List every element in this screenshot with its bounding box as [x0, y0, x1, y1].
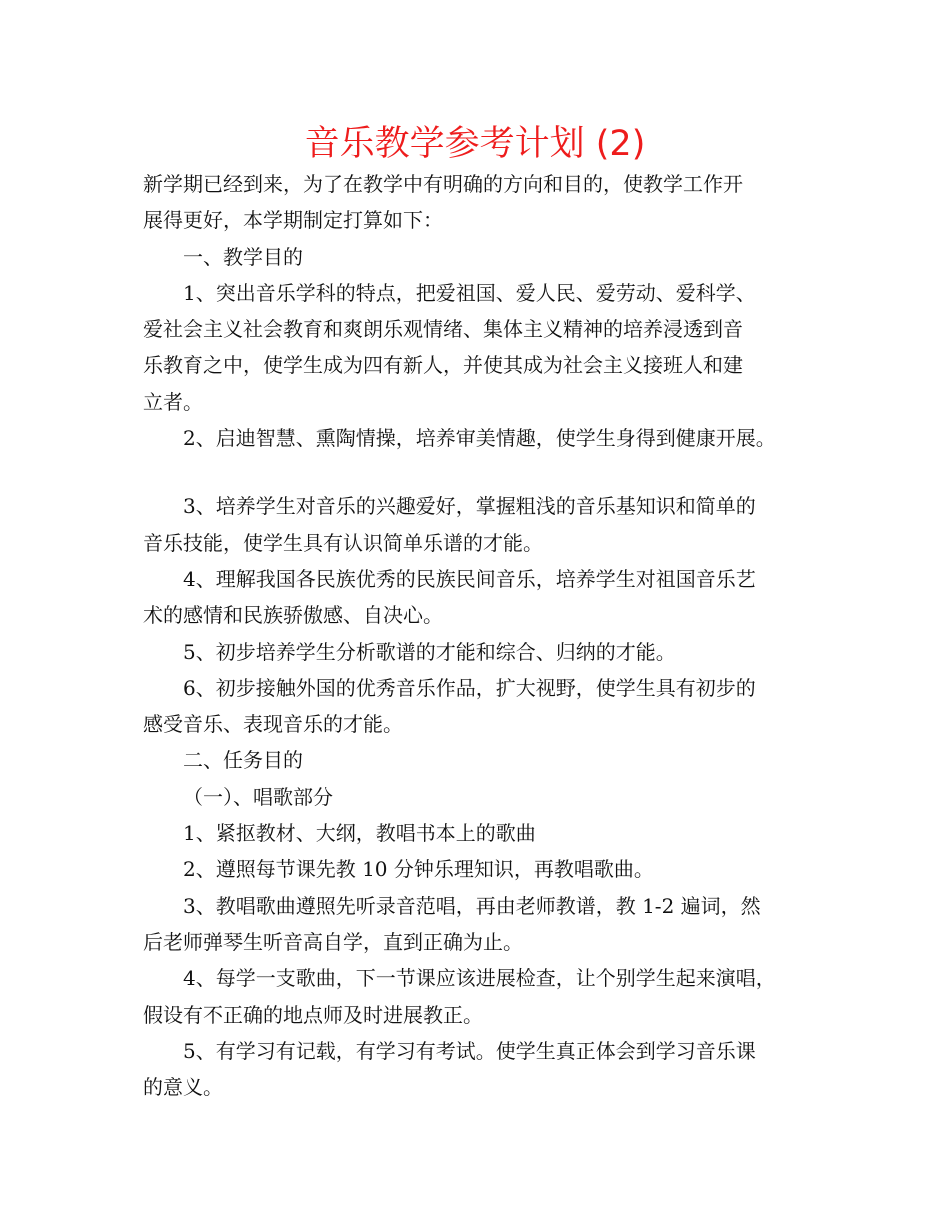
- paragraph-gap: [143, 456, 813, 488]
- goal-1-line: 乐教育之中，使学生成为四有新人，并使其成为社会主义接班人和建: [143, 353, 743, 378]
- task-4-line: 4、每学一支歌曲，下一节课应该进展检查，让个别学生起来演唱，: [183, 966, 776, 991]
- goal-3-line: 音乐技能，使学生具有认识简单乐谱的才能。: [143, 530, 543, 555]
- goal-1-line: 1、突出音乐学科的特点，把爱祖国、爱人民、爱劳动、爱科学、: [183, 280, 756, 305]
- task-3-line: 后老师弹琴生听音高自学，直到正确为止。: [143, 929, 523, 954]
- document-body: [143, 166, 813, 1105]
- subsection-heading-singing: （一）、唱歌部分: [183, 784, 333, 809]
- goal-4-line: 4、理解我国各民族优秀的民族民间音乐，培养学生对祖国音乐艺: [183, 566, 756, 591]
- task-2-line: 2、遵照每节课先教 10 分钟乐理知识，再教唱歌曲。: [183, 857, 654, 882]
- task-3-line: 3、教唱歌曲遵照先听录音范唱，再由老师教谱，教 1-2 遍词，然: [183, 893, 761, 918]
- section-heading-task-goals: 二、任务目的: [183, 748, 303, 773]
- document-title: 音乐教学参考计划 (2): [304, 124, 646, 164]
- intro-line: 新学期已经到来，为了在教学中有明确的方向和目的，使教学工作开: [143, 172, 743, 196]
- task-1-line: 1、紧抠教材、大纲，教唱书本上的歌曲: [183, 821, 536, 846]
- goal-4-line: 术的感情和民族骄傲感、自决心。: [143, 603, 443, 628]
- goal-5-line: 5、初步培养学生分析歌谱的才能和综合、归纳的才能。: [183, 639, 676, 664]
- goal-3-line: 3、培养学生对音乐的兴趣爱好，掌握粗浅的音乐基知识和简单的: [183, 494, 756, 519]
- task-5-line: 5、有学习有记载，有学习有考试。使学生真正体会到学习音乐课: [183, 1038, 756, 1063]
- goal-1-line: 立者。: [143, 389, 203, 414]
- task-5-line: 的意义。: [143, 1075, 223, 1100]
- task-4-line: 假设有不正确的地点师及时进展教正。: [143, 1002, 483, 1027]
- intro-line: 展得更好，本学期制定打算如下：: [143, 208, 443, 233]
- goal-6-line: 6、初步接触外国的优秀音乐作品，扩大视野，使学生具有初步的: [183, 675, 756, 700]
- goal-6-line: 感受音乐、表现音乐的才能。: [143, 712, 403, 737]
- goal-1-line: 爱社会主义社会教育和爽朗乐观情绪、集体主义精神的培养浸透到音: [143, 317, 743, 342]
- section-heading-teaching-goals: 一、教学目的: [183, 244, 303, 269]
- goal-2-line: 2、启迪智慧、熏陶情操，培养审美情趣，使学生身得到健康开展。: [183, 426, 776, 451]
